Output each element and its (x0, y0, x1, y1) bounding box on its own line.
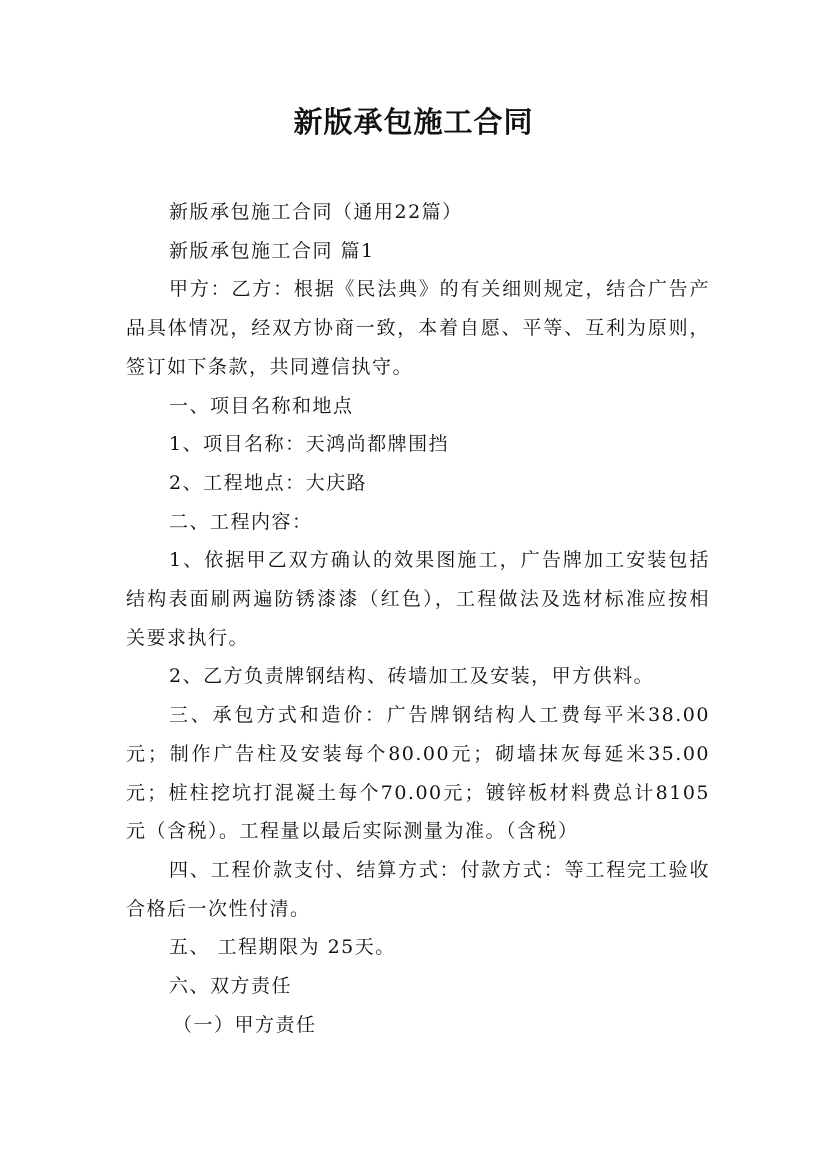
paragraph-content-1: 1、依据甲乙双方确认的效果图施工，广告牌加工安装包括结构表面刷两遍防锈漆漆（红色），工程做法及选材标准应按相关要求执行。 (126, 549, 710, 649)
section-heading-project: 一、项目名称和地点 (169, 394, 354, 417)
paragraph-duration: 五、 工程期限为 25天。 (169, 936, 396, 959)
section-heading-responsibilities: 六、双方责任 (169, 975, 293, 998)
paragraph-parties: 甲方：乙方：根据《民法典》的有关细则规定，结合广告产品具体情况，经双方协商一致，本着自愿、平等、互利为原则，签订如下条款，共同遵信执守。 (126, 278, 710, 378)
section-heading-content: 二、工程内容： (169, 510, 313, 533)
paragraph-project-location: 2、工程地点：大庆路 (169, 471, 368, 494)
paragraph-project-name: 1、项目名称：天鸿尚都牌围挡 (169, 433, 450, 456)
paragraph-content-2: 2、乙方负责牌钢结构、砖墙加工及安装，甲方供料。 (169, 665, 655, 688)
document-body (126, 193, 710, 1044)
paragraph-party-a-responsibility: （一）甲方责任 (173, 1013, 317, 1036)
paragraph-article-heading: 新版承包施工合同 篇1 (169, 239, 375, 262)
paragraph-subtitle: 新版承包施工合同（通用22篇） (169, 201, 463, 223)
paragraph-pricing: 三、承包方式和造价：广告牌钢结构人工费每平米38.00元；制作广告柱及安装每个80.00元；砌墙抹灰每延米35.00元；桩柱挖坑打混凝土每个70.00元；镀锌板材料费总计8105元（含税）。工程量以最后实际测量为准。（含税） (126, 704, 710, 843)
paragraph-payment: 四、工程价款支付、结算方式：付款方式：等工程完工验收合格后一次性付清。 (126, 858, 710, 920)
document-title: 新版承包施工合同 (293, 105, 534, 139)
